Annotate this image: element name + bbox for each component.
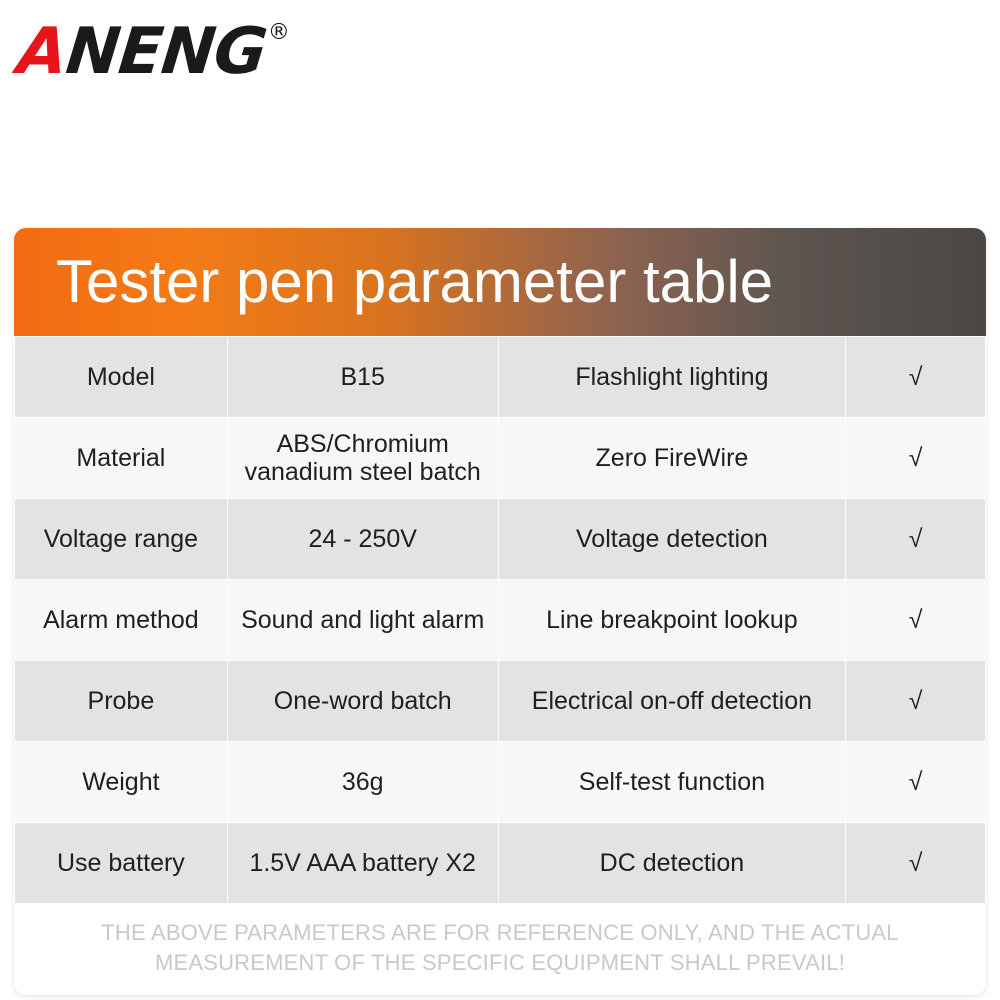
row-value: One-word batch: [227, 661, 498, 742]
table-row: [15, 661, 986, 742]
row-feature: Flashlight lighting: [498, 337, 846, 418]
table-row: [15, 823, 986, 904]
row-value: ABS/Chromium vanadium steel batch: [227, 418, 498, 499]
check-icon: √: [846, 661, 986, 742]
disclaimer-text: THE ABOVE PARAMETERS ARE FOR REFERENCE ONLY, AND THE ACTUAL MEASUREMENT OF THE SPECIFIC EQUIPMENT SHALL PREVAIL!: [14, 904, 986, 995]
row-value: Sound and light alarm: [227, 580, 498, 661]
row-value: 24 - 250V: [227, 499, 498, 580]
row-feature: Zero FireWire: [498, 418, 846, 499]
row-feature: Line breakpoint lookup: [498, 580, 846, 661]
brand-wordmark: [14, 15, 270, 89]
row-value: 1.5V AAA battery X2: [227, 823, 498, 904]
check-icon: √: [846, 742, 986, 823]
row-feature: Voltage detection: [498, 499, 846, 580]
row-label: Probe: [15, 661, 228, 742]
row-feature: Electrical on-off detection: [498, 661, 846, 742]
row-value: 36g: [227, 742, 498, 823]
table-row: [15, 499, 986, 580]
check-icon: √: [846, 418, 986, 499]
page-title: Tester pen parameter table: [14, 228, 986, 336]
row-label: Voltage range: [15, 499, 228, 580]
parameter-table: [14, 336, 986, 904]
check-icon: √: [846, 499, 986, 580]
row-label: Model: [15, 337, 228, 418]
row-label: Material: [15, 418, 228, 499]
aneng-logo: [14, 15, 290, 89]
table-row: [15, 742, 986, 823]
row-value: B15: [227, 337, 498, 418]
table-row: [15, 580, 986, 661]
brand-name-rest: NENG: [62, 15, 270, 89]
row-label: Use battery: [15, 823, 228, 904]
check-icon: √: [846, 823, 986, 904]
row-feature: DC detection: [498, 823, 846, 904]
table-row: [15, 418, 986, 499]
check-icon: √: [846, 580, 986, 661]
table-row: [15, 337, 986, 418]
row-feature: Self-test function: [498, 742, 846, 823]
brand-initial: A: [14, 15, 71, 89]
check-icon: √: [846, 337, 986, 418]
row-label: Weight: [15, 742, 228, 823]
parameter-table-card: [14, 228, 986, 995]
registered-trademark-icon: ®: [267, 20, 290, 45]
row-label: Alarm method: [15, 580, 228, 661]
